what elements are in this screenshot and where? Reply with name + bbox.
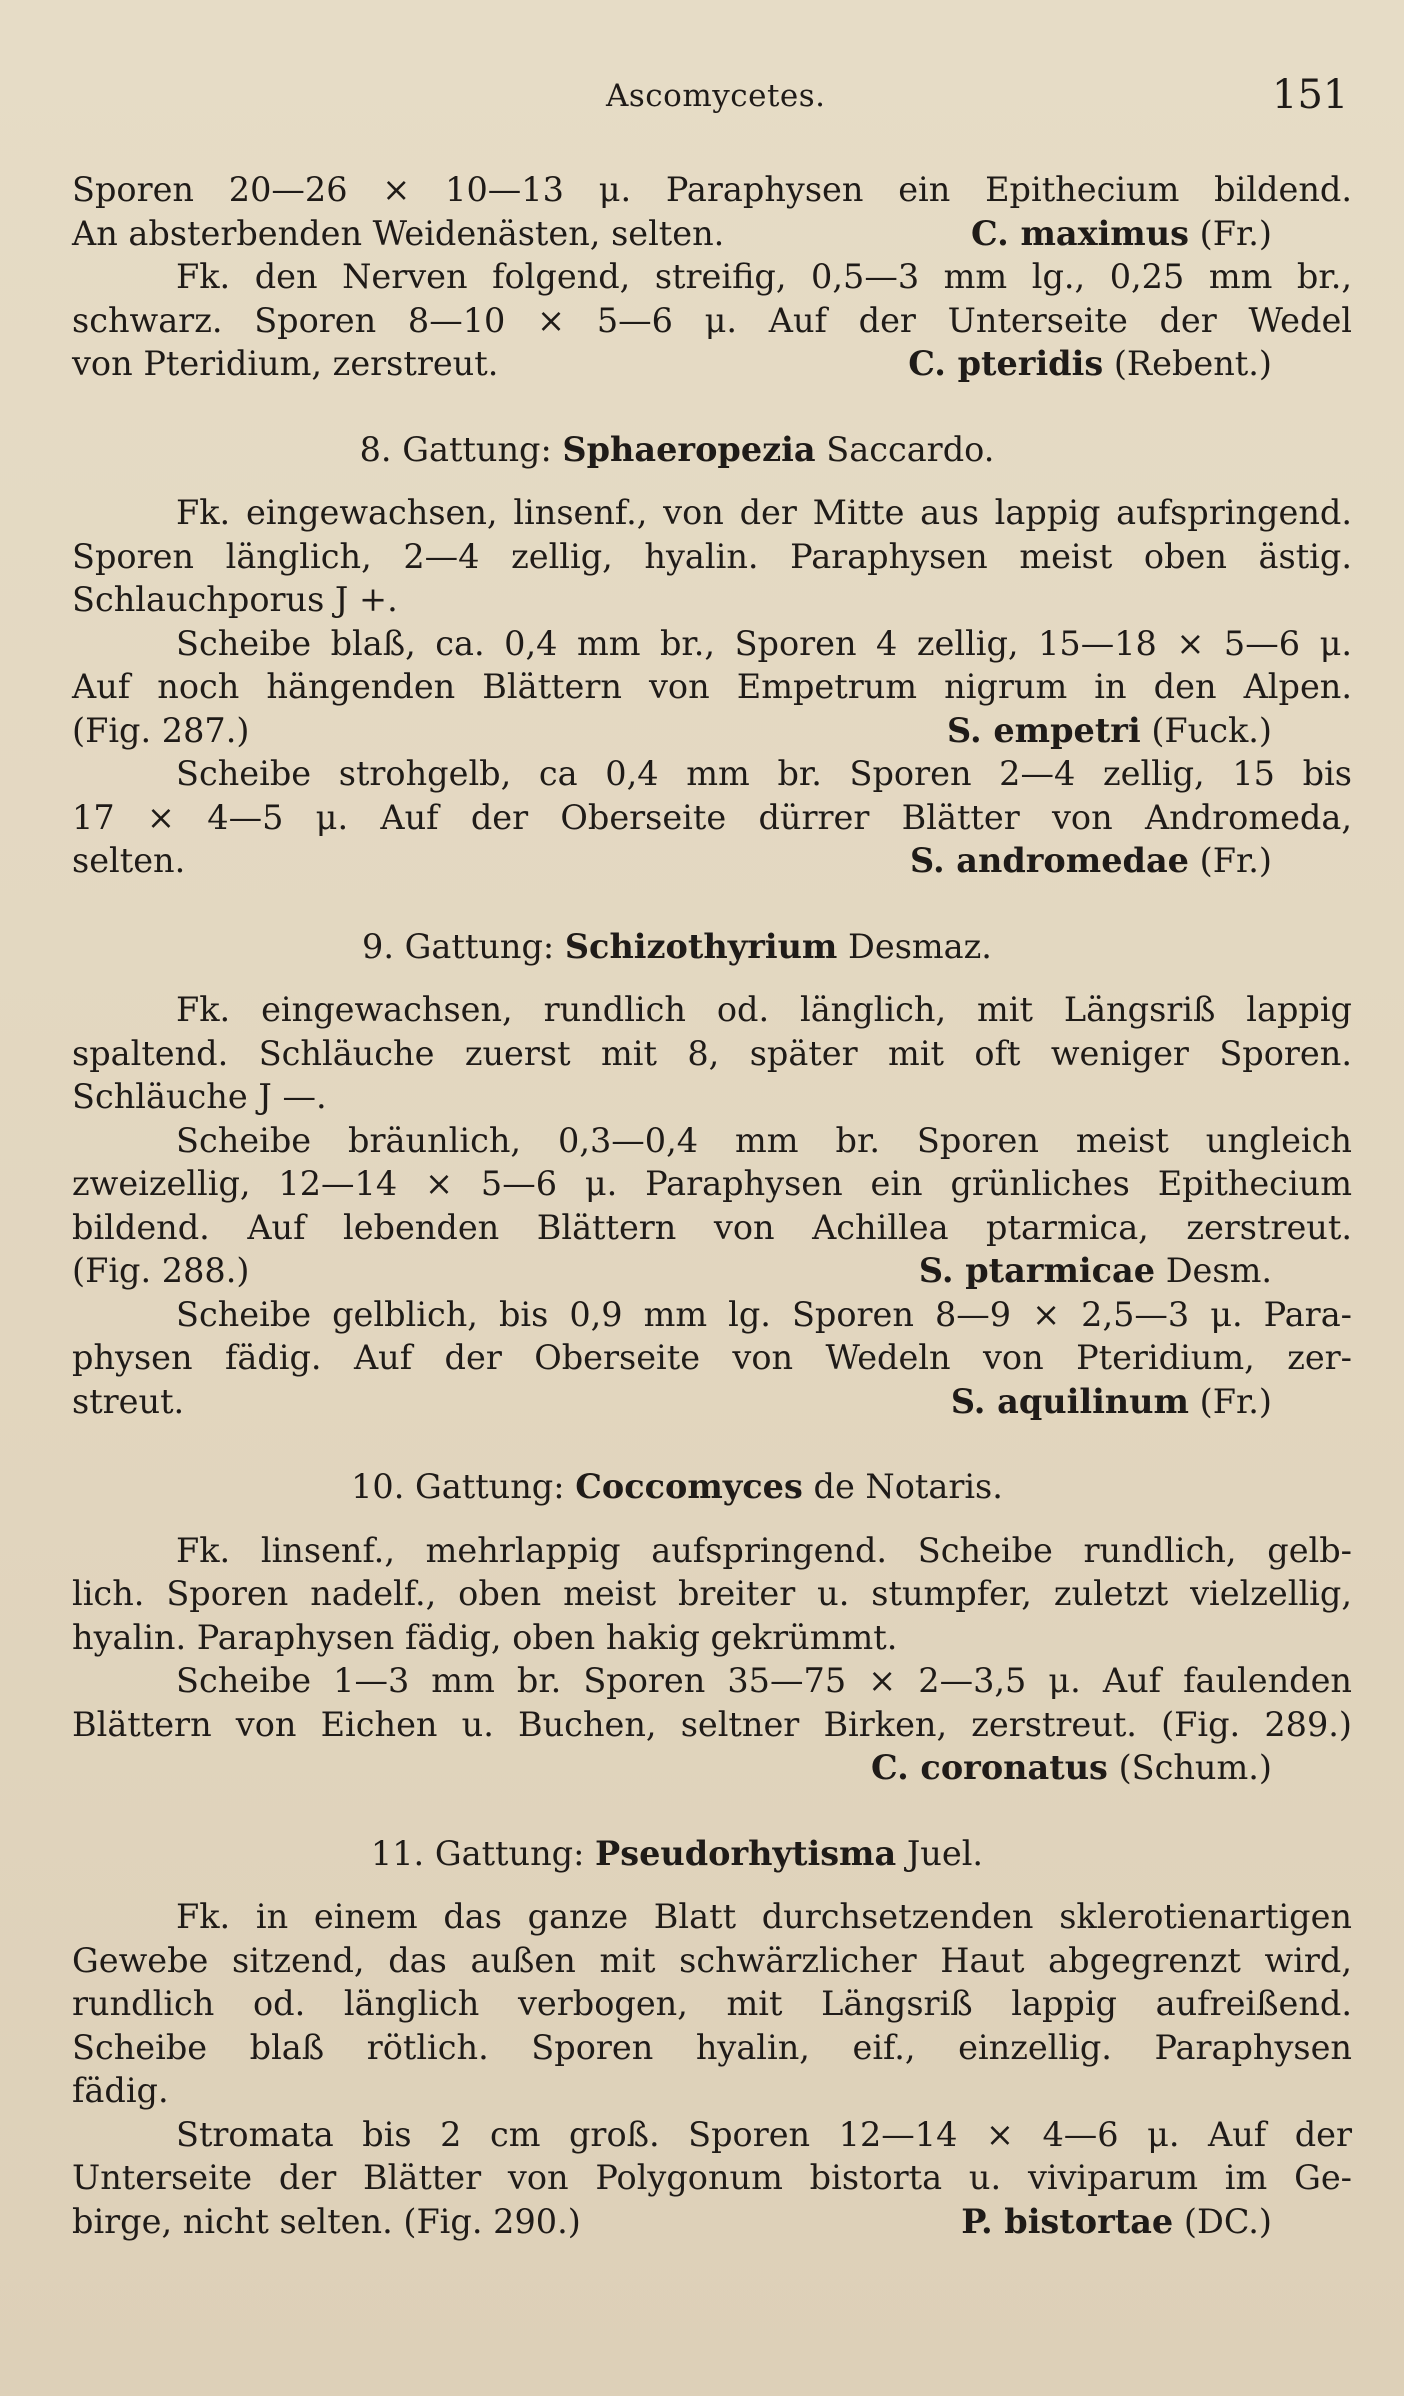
genus-name: Sphaeropezia <box>562 429 816 469</box>
page-header <box>0 72 1404 122</box>
species-entry <box>72 2200 1352 2244</box>
text-line: Sporen länglich, 2—4 zellig, hyalin. Paraphysen meist oben ästig. <box>72 536 1352 576</box>
species-author: (Fr.) <box>1199 841 1272 880</box>
text-line: Scheibe blaß rötlich. Sporen hyalin, eif., einzellig. Paraphysen <box>72 2027 1352 2067</box>
species-author: (Fr.) <box>1199 213 1272 253</box>
genus-heading <box>72 1465 1352 1509</box>
text-line: selten. <box>72 841 186 880</box>
text-line: Fk. eingewachsen, rundlich od. länglich, mit Längsriß lappig <box>176 990 1352 1029</box>
species-author: (Fr.) <box>1199 1381 1272 1421</box>
genus-number: 8. Gattung: <box>359 429 552 469</box>
species-binomial: S. empetri <box>947 710 1141 750</box>
text-line: birge, nicht selten. (Fig. 290.) <box>72 2201 581 2241</box>
text-line: Stromata bis 2 cm groß. Sporen 12—14 × 4—6 μ. Auf der <box>176 2114 1352 2154</box>
text-line: Unterseite der Blätter von Polygonum bistorta u. viviparum im Ge- <box>72 2158 1352 2197</box>
species-binomial: C. maximus <box>971 213 1189 253</box>
genus-name: Pseudorhytisma <box>595 1833 897 1873</box>
species-name <box>910 839 1352 883</box>
species-author: Desm. <box>1165 1251 1272 1290</box>
species-entry <box>72 839 1352 883</box>
text-line: spaltend. Schläuche zuerst mit 8, später mit oft weniger Sporen. <box>72 1033 1352 1073</box>
genus-author: Saccardo. <box>826 429 995 469</box>
text-line: Fk. linsenf., mehrlappig aufspringend. Scheibe rundlich, gelb- <box>176 1530 1352 1570</box>
species-name <box>961 2200 1352 2244</box>
cenangium-continuation <box>72 168 1352 386</box>
genus-author: de Notaris. <box>813 1467 1003 1506</box>
species-entry <box>72 342 1352 386</box>
text-line: Scheibe 1—3 mm br. Sporen 35—75 × 2—3,5 μ. Auf faulenden <box>176 1661 1352 1700</box>
genus-number: 10. Gattung: <box>351 1467 565 1506</box>
text-line: 17 × 4—5 μ. Auf der Oberseite dürrer Blätter von Andromeda, <box>72 797 1352 837</box>
species-binomial: S. aquilinum <box>950 1381 1189 1421</box>
text-line: An absterbenden Weidenästen, selten. <box>72 213 725 253</box>
species-binomial: C. coronatus <box>871 1748 1108 1787</box>
text-line: physen fädig. Auf der Oberseite von Wedeln von Pteridium, zer- <box>72 1338 1352 1377</box>
genus-section-8 <box>72 428 1352 883</box>
species-entry <box>72 1380 1352 1424</box>
species-author: (Fuck.) <box>1151 710 1272 750</box>
genus-author: Juel. <box>906 1833 984 1873</box>
text-line: bildend. Auf lebenden Blättern von Achillea ptarmica, zerstreut. <box>72 1207 1352 1247</box>
text-line: hyalin. Paraphysen fädig, oben hakig gekrümmt. <box>72 1617 898 1657</box>
text-line: streut. <box>72 1381 185 1421</box>
text-line: Fk. eingewachsen, linsenf., von der Mitte aus lappig aufspringend. <box>176 493 1352 532</box>
genus-name: Schizothyrium <box>564 926 838 966</box>
genus-heading <box>72 428 1352 472</box>
genus-section-10 <box>72 1465 1352 1790</box>
text-line: (Fig. 287.) <box>72 710 250 750</box>
text-line: Schlauchporus J +. <box>72 580 398 619</box>
genus-section-9 <box>72 925 1352 1424</box>
genus-name: Coccomyces <box>575 1467 803 1506</box>
genus-section-11 <box>72 1832 1352 2244</box>
species-name <box>951 1380 1352 1424</box>
species-name <box>871 1746 1352 1790</box>
text-line: von Pteridium, zerstreut. <box>72 344 499 383</box>
species-name <box>919 1249 1352 1293</box>
species-entry <box>72 1746 1352 1790</box>
species-author: (Rebent.) <box>1113 344 1272 383</box>
species-binomial: P. bistortae <box>961 2201 1174 2241</box>
species-binomial: S. ptarmicae <box>918 1251 1156 1290</box>
species-entry <box>72 212 1352 256</box>
text-line: Scheibe gelblich, bis 0,9 mm lg. Sporen 8—9 × 2,5—3 μ. Para- <box>176 1294 1352 1334</box>
running-title: Ascomycetes. <box>606 78 826 114</box>
species-entry <box>72 709 1352 753</box>
species-binomial: C. pteridis <box>908 344 1104 383</box>
text-line: Scheibe blaß, ca. 0,4 mm br., Sporen 4 zellig, 15—18 × 5—6 μ. <box>176 623 1352 663</box>
species-entry <box>72 1249 1352 1293</box>
species-name <box>947 709 1352 753</box>
genus-number: 9. Gattung: <box>362 926 555 966</box>
page-number: 151 <box>1272 72 1349 118</box>
text-line: (Fig. 288.) <box>72 1251 250 1290</box>
text-line: rundlich od. länglich verbogen, mit Längsriß lappig aufreißend. <box>72 1984 1352 2023</box>
genus-heading <box>72 1832 1352 1876</box>
text-line: Sporen 20—26 × 10—13 μ. Paraphysen ein Epithecium bildend. <box>72 170 1352 209</box>
species-name <box>971 212 1352 256</box>
text-line: Scheibe bräunlich, 0,3—0,4 mm br. Sporen meist ungleich <box>176 1120 1352 1160</box>
genus-author: Desmaz. <box>848 926 992 966</box>
body-text <box>72 168 1352 2243</box>
species-name <box>908 342 1352 386</box>
text-line: Schläuche J —. <box>72 1077 327 1116</box>
text-line: zweizellig, 12—14 × 5—6 μ. Paraphysen ein grünliches Epithecium <box>72 1164 1352 1203</box>
text-line: Fk. in einem das ganze Blatt durchsetzenden sklerotienartigen <box>176 1897 1352 1936</box>
text-line: lich. Sporen nadelf., oben meist breiter u. stumpfer, zuletzt vielzellig, <box>72 1574 1352 1613</box>
text-line: Auf noch hängenden Blättern von Empetrum nigrum in den Alpen. <box>72 667 1352 706</box>
text-line: Fk. den Nerven folgend, streifig, 0,5—3 mm lg., 0,25 mm br., <box>176 257 1352 296</box>
species-author: (DC.) <box>1183 2201 1272 2241</box>
genus-heading <box>72 925 1352 969</box>
species-binomial: S. andromedae <box>909 841 1189 880</box>
genus-number: 11. Gattung: <box>370 1833 585 1873</box>
text-line: Gewebe sitzend, das außen mit schwärzlicher Haut abgegrenzt wird, <box>72 1940 1352 1980</box>
text-line: Blättern von Eichen u. Buchen, seltner Birken, zerstreut. (Fig. 289.) <box>72 1704 1352 1744</box>
text-line: Scheibe strohgelb, ca 0,4 mm br. Sporen 2—4 zellig, 15 bis <box>176 754 1352 793</box>
species-author: (Schum.) <box>1118 1748 1272 1787</box>
text-line: schwarz. Sporen 8—10 × 5—6 μ. Auf der Unterseite der Wedel <box>72 300 1352 340</box>
text-line: fädig. <box>72 2071 169 2110</box>
